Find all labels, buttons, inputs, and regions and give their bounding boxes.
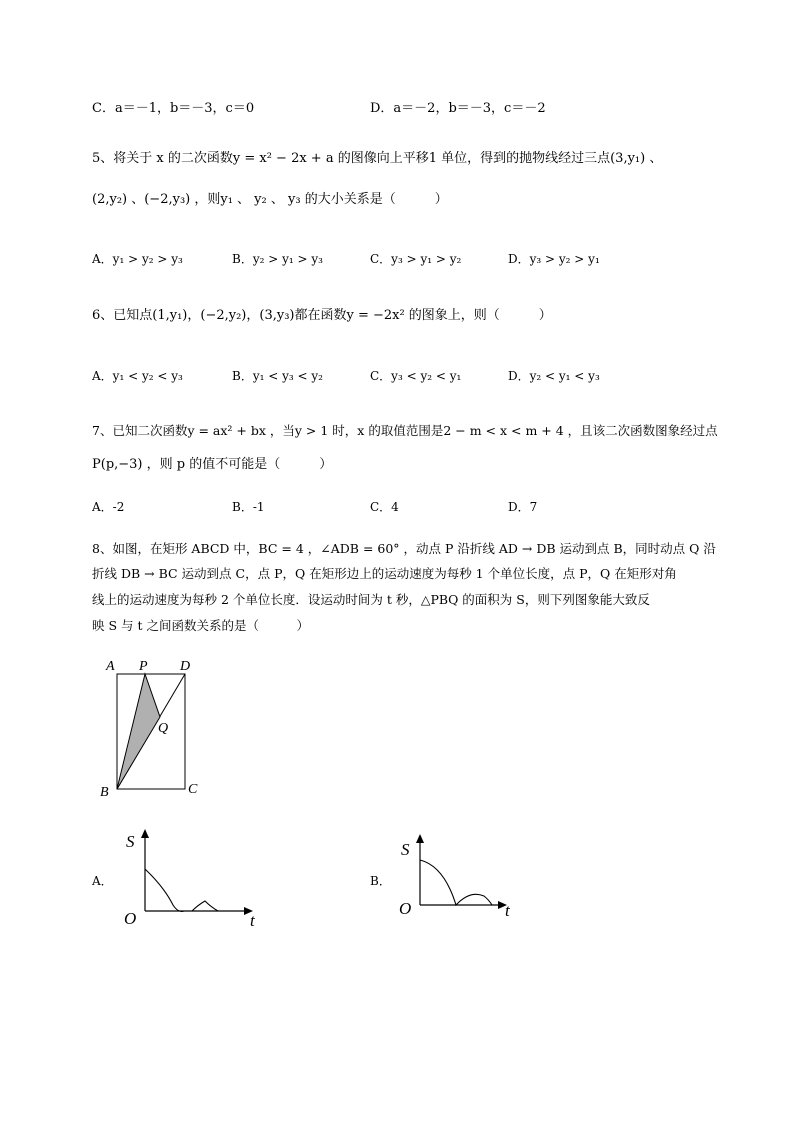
q8-graph-option-a-label: A． xyxy=(92,874,113,888)
q5-option-d: D．y₃ > y₂ > y₁ xyxy=(508,252,600,266)
q7-option-d: D．7 xyxy=(508,500,538,514)
q8-stem-line1: 8、如图，在矩形 ABCD 中，BC = 4 ，∠ADB = 60° ，动点 P 沿折线 AD → DB 运动到点 B，同时动点 Q 沿 xyxy=(92,541,716,556)
q8-graph-option-b-label: B． xyxy=(370,874,391,888)
q8-stem-line4: 映 S 与 t 之间函数关系的是（ ） xyxy=(92,618,309,633)
y-axis-arrow xyxy=(141,829,149,838)
label-a: A xyxy=(106,659,115,674)
axis-label-t: t xyxy=(250,911,255,930)
q4-option-d: D．a＝－2，b＝－3，c＝－2 xyxy=(370,101,546,116)
q7-option-c: C．4 xyxy=(370,500,399,514)
q8-stem-line2: 折线 DB → BC 运动到点 C，点 P，Q 在矩形边上的运动速度为每秒 1 个单位长度，点 P，Q 在矩形对角 xyxy=(92,566,677,581)
q5-stem-line2: (2,y₂) 、(−2,y₃) ，则y₁ 、 y₂ 、 y₃ 的大小关系是（ ） xyxy=(92,192,448,207)
curve xyxy=(420,860,492,905)
q8-rectangle-figure xyxy=(96,652,216,802)
axis-label-s: S xyxy=(126,832,135,851)
axis-label-s: S xyxy=(401,840,410,859)
q7-option-a: A．-2 xyxy=(92,500,125,514)
q7-stem-line1: 7、已知二次函数y = ax² + bx ，当y > 1 时，x 的取值范围是2 − m < x < m + 4 ，且该二次函数图象经过点 xyxy=(92,423,718,438)
label-p: P xyxy=(139,659,148,674)
q7-option-b: B．-1 xyxy=(232,500,265,514)
q8-stem-line3: 线上的运动速度为每秒 2 个单位长度．设运动时间为 t 秒，△PBQ 的面积为 S，则下列图象能大致反 xyxy=(92,592,650,607)
q5-option-c: C．y₃ > y₁ > y₂ xyxy=(370,252,462,266)
q5-option-b: B．y₂ > y₁ > y₃ xyxy=(232,252,323,266)
q6-option-c: C．y₃ < y₂ < y₁ xyxy=(370,369,462,383)
q4-option-c: C．a＝－1，b＝－3，c＝0 xyxy=(92,101,255,116)
label-d: D xyxy=(180,659,191,674)
axis-label-t: t xyxy=(505,901,510,920)
q6-option-d: D．y₂ < y₁ < y₃ xyxy=(508,369,600,383)
q5-option-a: A．y₁ > y₂ > y₃ xyxy=(92,252,183,266)
q7-stem-line2: P(p,−3) ，则 p 的值不可能是（ ） xyxy=(92,457,333,472)
q8-graph-option-b xyxy=(396,830,526,925)
q6-option-b: B．y₁ < y₃ < y₂ xyxy=(232,369,323,383)
triangle-pbq-shaded xyxy=(117,674,160,789)
axis-label-o: O xyxy=(124,909,137,928)
curve xyxy=(145,869,218,911)
y-axis-arrow xyxy=(416,834,424,843)
label-c: C xyxy=(188,782,198,797)
q6-option-a: A．y₁ < y₂ < y₃ xyxy=(92,369,183,383)
label-b: B xyxy=(100,785,109,800)
axis-label-o: O xyxy=(399,899,412,918)
q6-stem-line1: 6、已知点(1,y₁)，(−2,y₂)，(3,y₃)都在函数y = −2x² 的图象上，则（ ） xyxy=(92,308,552,323)
q5-stem-line1: 5、将关于 x 的二次函数y = x² − 2x + a 的图像向上平移1 单位，得到的抛物线经过三点(3,y₁) 、 xyxy=(92,151,663,166)
q8-graph-option-a xyxy=(118,825,268,930)
label-q: Q xyxy=(158,721,169,736)
